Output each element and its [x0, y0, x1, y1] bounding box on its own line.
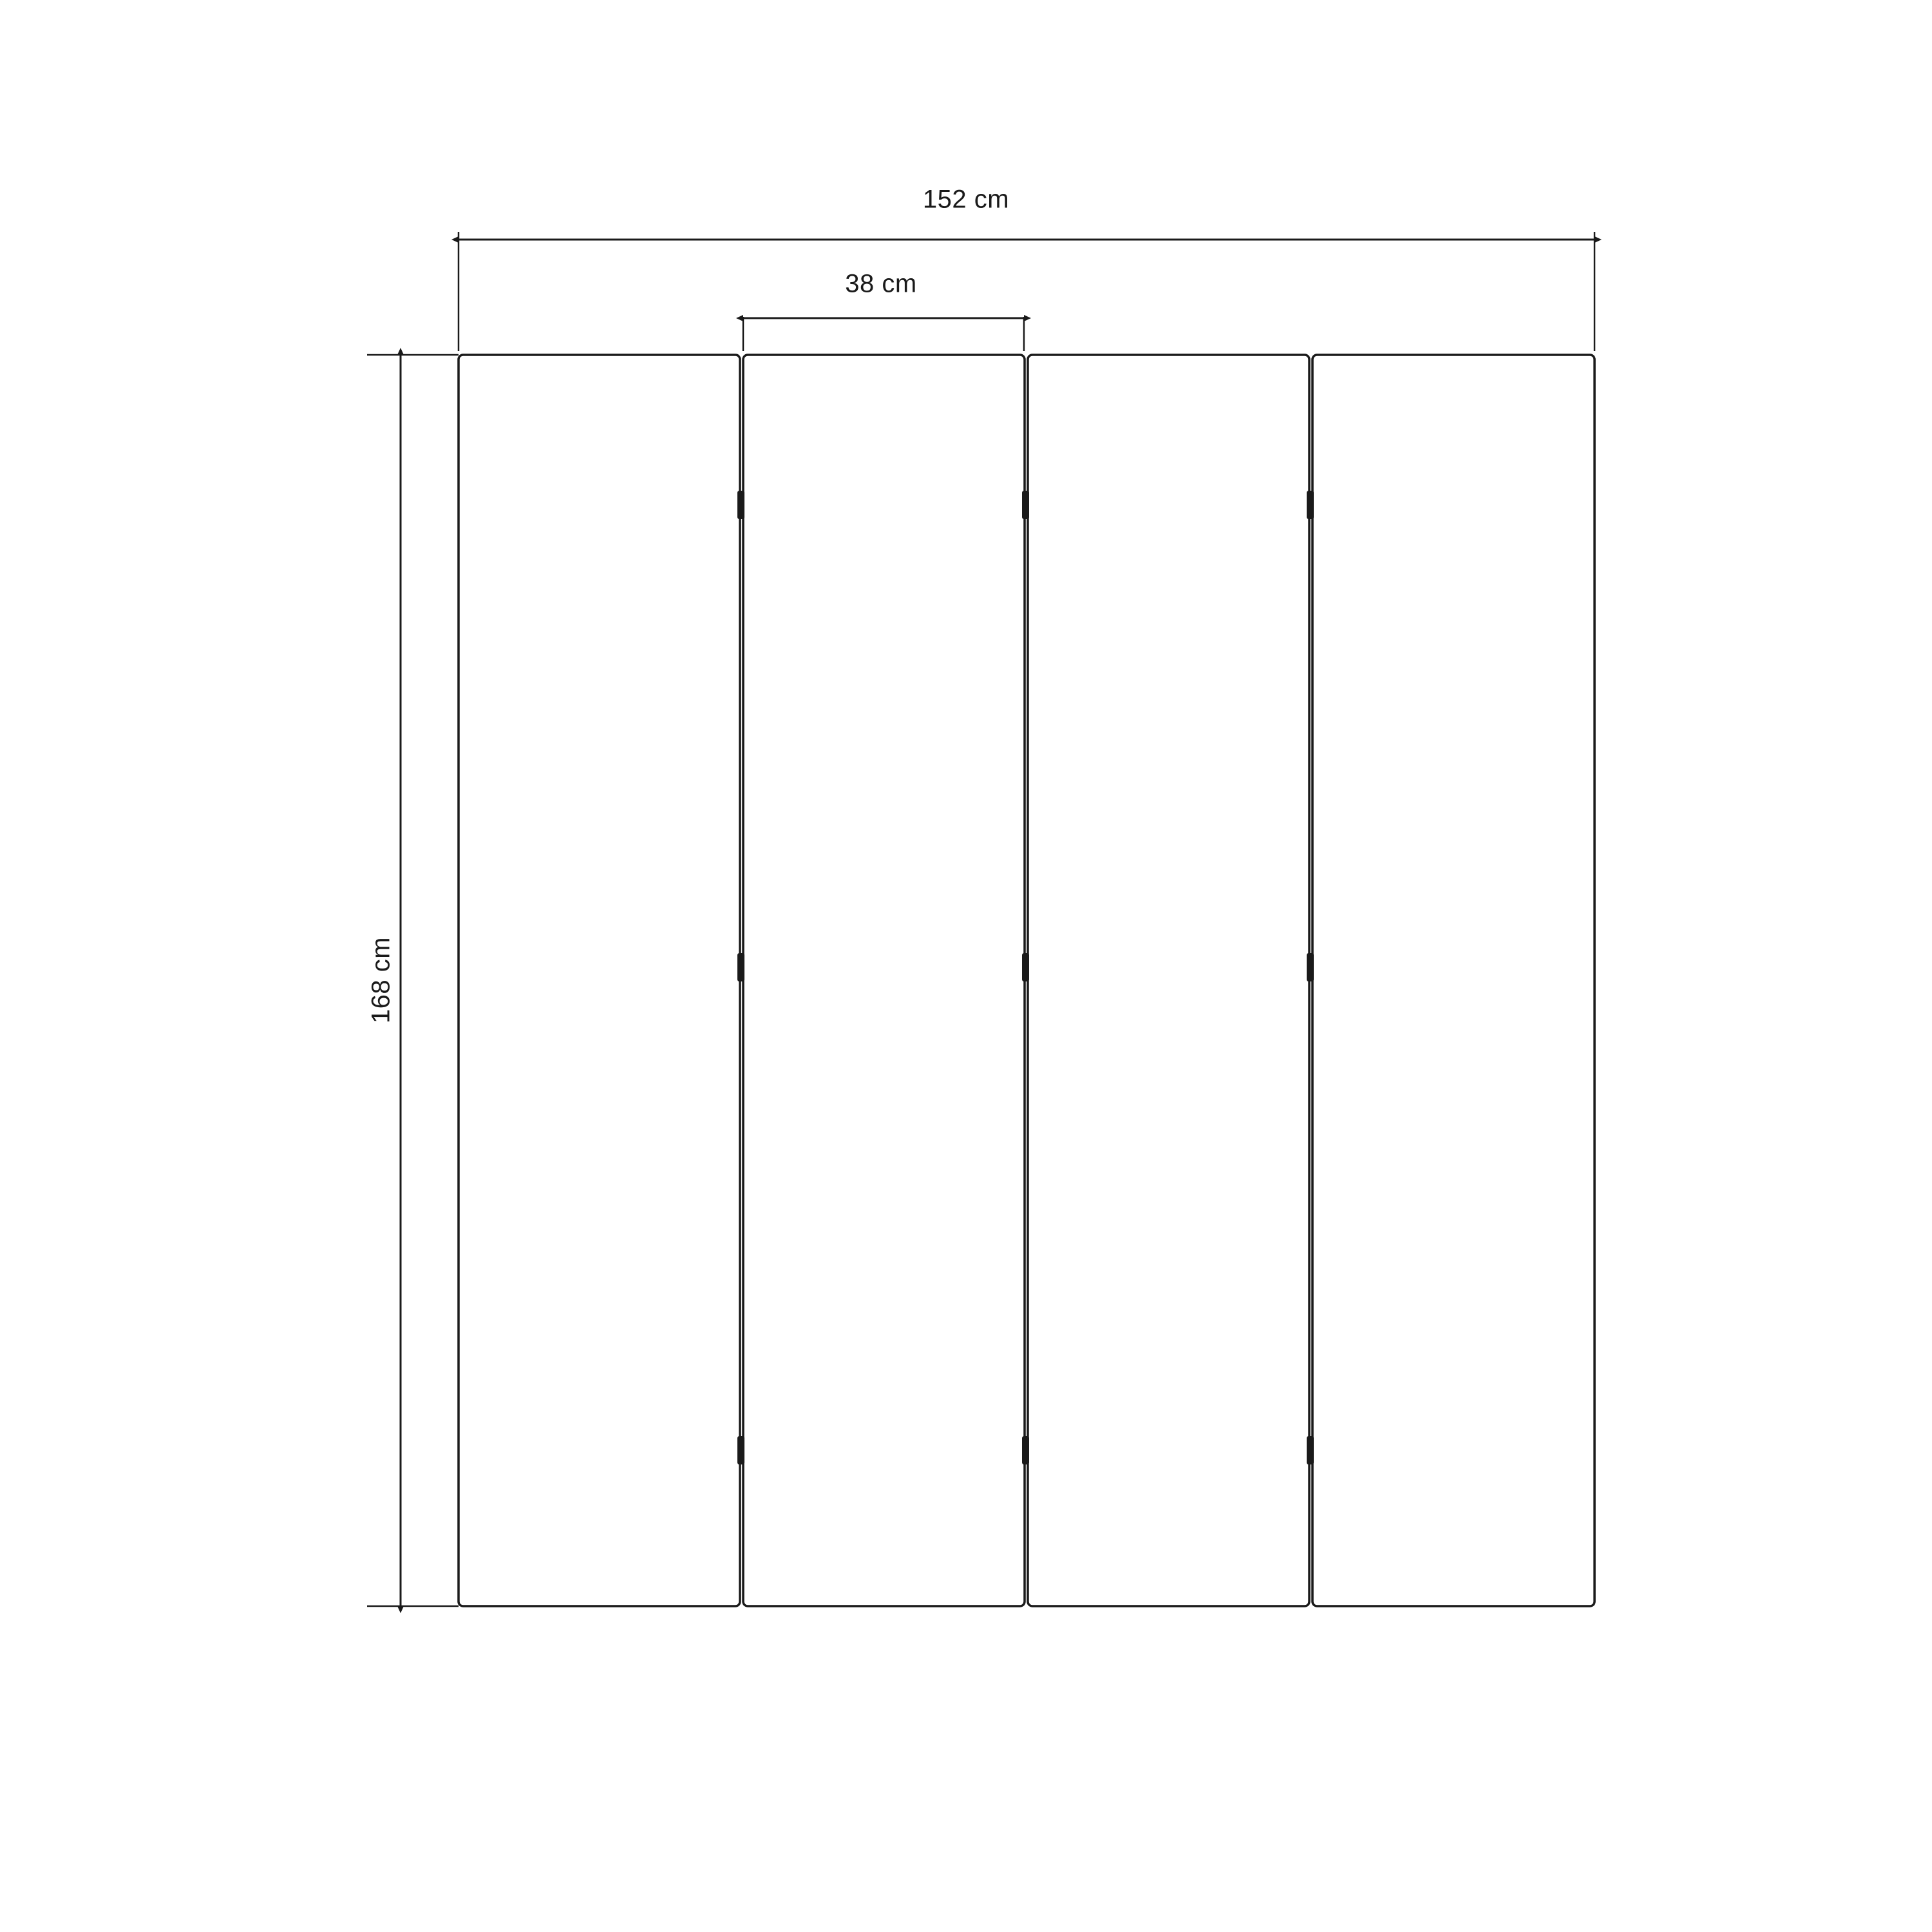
hinge-icon [1307, 953, 1314, 981]
total-height-label: 168 cm [366, 936, 395, 1024]
panel-2 [743, 355, 1025, 1606]
hinge-icon [737, 953, 744, 981]
hinge-icon [1022, 491, 1029, 519]
hinge-icon [1307, 491, 1314, 519]
panel-1 [459, 355, 740, 1606]
hinge-icon [737, 1436, 744, 1464]
hinge-icon [1022, 1436, 1029, 1464]
total-width-label: 152 cm [922, 185, 1010, 214]
panel-4 [1312, 355, 1595, 1606]
hinge-icon [1022, 953, 1029, 981]
panel-3 [1028, 355, 1309, 1606]
panel-width-label: 38 cm [845, 269, 917, 298]
hinge-icon [737, 491, 744, 519]
hinge-icon [1307, 1436, 1314, 1464]
